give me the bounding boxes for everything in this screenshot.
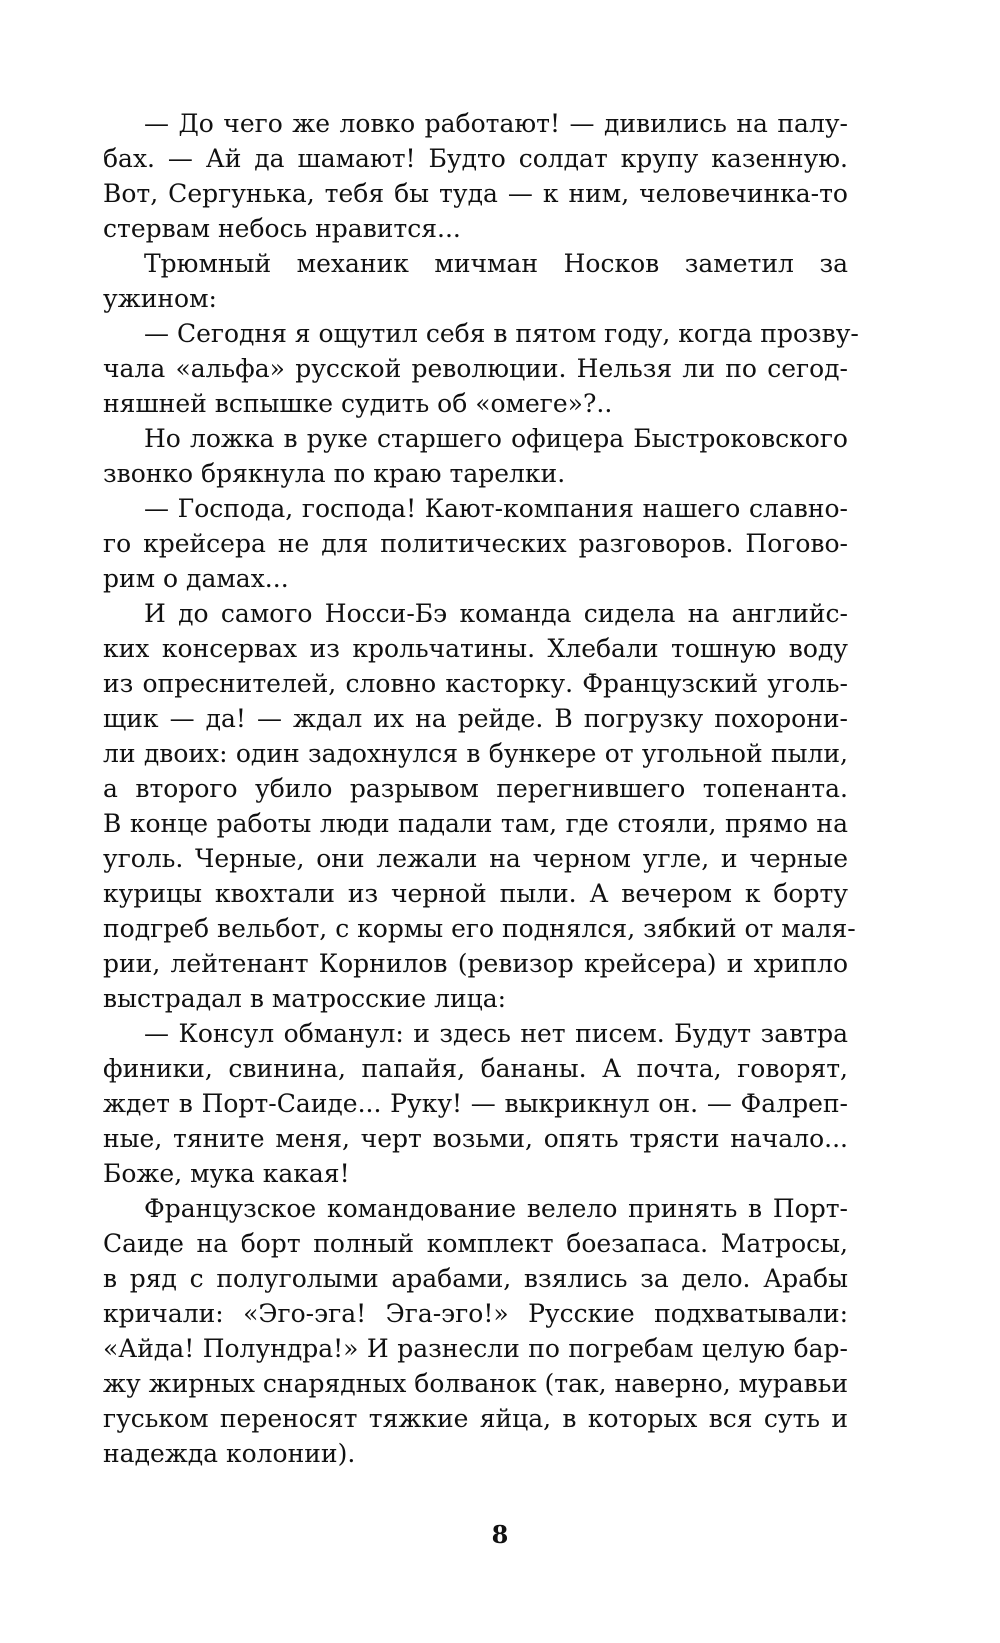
paragraph — [103, 491, 848, 596]
text-line: ли двоих: один задохнулся в бункере от угольной пыли, — [103, 739, 848, 768]
text-line: ждет в Порт-Саиде... Руку! — выкрикнул он. — Фалреп- — [103, 1089, 848, 1118]
paragraph — [103, 246, 848, 316]
text-line: — Сегодня я ощутил себя в пятом году, когда прозву- — [144, 319, 859, 348]
paragraph — [103, 1016, 848, 1191]
text-line: ные, тяните меня, черт возьми, опять трясти начало... — [103, 1124, 848, 1153]
text-line: уголь. Черные, они лежали на черном угле, и черные — [103, 844, 848, 873]
page-number: 8 — [491, 1520, 509, 1549]
text-line: ких консервах из крольчатины. Хлебали тошную воду — [103, 634, 848, 663]
text-line: ужином: — [103, 284, 217, 313]
text-line: Боже, мука какая! — [103, 1159, 350, 1188]
text-line: выстрадал в матросские лица: — [103, 984, 507, 1013]
text-line: — Господа, господа! Кают-компания нашего славно- — [144, 494, 848, 523]
text-line: В конце работы люди падали там, где стояли, прямо на — [103, 809, 848, 838]
text-line: а второго убило разрывом перегнившего топенанта. — [103, 774, 848, 803]
text-line: — Консул обманул: и здесь нет писем. Будут завтра — [144, 1019, 848, 1048]
paragraph — [103, 421, 848, 491]
text-line: щик — да! — ждал их на рейде. В погрузку похорони- — [103, 704, 848, 733]
text-line: подгреб вельбот, с кормы его поднялся, зябкий от маля- — [103, 914, 856, 943]
text-line: го крейсера не для политических разговоров. Погово- — [103, 529, 848, 558]
text-line: бах. — Ай да шамают! Будто солдат крупу казенную. — [103, 144, 848, 173]
text-line: надежда колонии). — [103, 1439, 356, 1468]
text-line: в ряд с полуголыми арабами, взялись за дело. Арабы — [103, 1264, 848, 1293]
text-line: звонко брякнула по краю тарелки. — [103, 459, 566, 488]
paragraph — [103, 1191, 848, 1471]
text-line: гуськом переносят тяжкие яйца, в которых вся суть и — [103, 1404, 848, 1433]
text-line: курицы квохтали из черной пыли. А вечером к борту — [103, 879, 848, 908]
text-line: рии, лейтенант Корнилов (ревизор крейсера) и хрипло — [103, 949, 848, 978]
text-line: кричали: «Эго-эга! Эга-эго!» Русские подхватывали: — [103, 1299, 848, 1328]
text-line: — До чего же ловко работают! — дивились на палу- — [144, 109, 848, 138]
text-line: Вот, Сергунька, тебя бы туда — к ним, человечинка-то — [103, 179, 848, 208]
text-line: Саиде на борт полный комплект боезапаса. Матросы, — [103, 1229, 848, 1258]
text-line: Французское командование велело принять в Порт- — [144, 1194, 848, 1223]
paragraph — [103, 596, 856, 1016]
text-line: жу жирных снарядных болванок (так, наверно, муравьи — [103, 1369, 848, 1398]
paragraph — [103, 316, 859, 421]
text-line: Трюмный механик мичман Носков заметил за — [144, 249, 848, 278]
paragraph — [103, 106, 848, 246]
text-line: стервам небось нравится... — [103, 214, 461, 243]
text-line: финики, свинина, папайя, бананы. А почта, говорят, — [103, 1054, 848, 1083]
page-text — [103, 106, 859, 1471]
text-line: рим о дамах... — [103, 564, 289, 593]
text-line: Но ложка в руке старшего офицера Быстроковского — [144, 424, 848, 453]
text-line: няшней вспышке судить об «омеге»?.. — [103, 389, 613, 418]
text-line: И до самого Носси-Бэ команда сидела на английс- — [144, 599, 848, 628]
text-line: из опреснителей, словно касторку. Французский уголь- — [103, 669, 848, 698]
text-line: «Айда! Полундра!» И разнесли по погребам целую бар- — [103, 1334, 848, 1363]
text-line: чала «альфа» русской революции. Нельзя ли по сегод- — [103, 354, 848, 383]
